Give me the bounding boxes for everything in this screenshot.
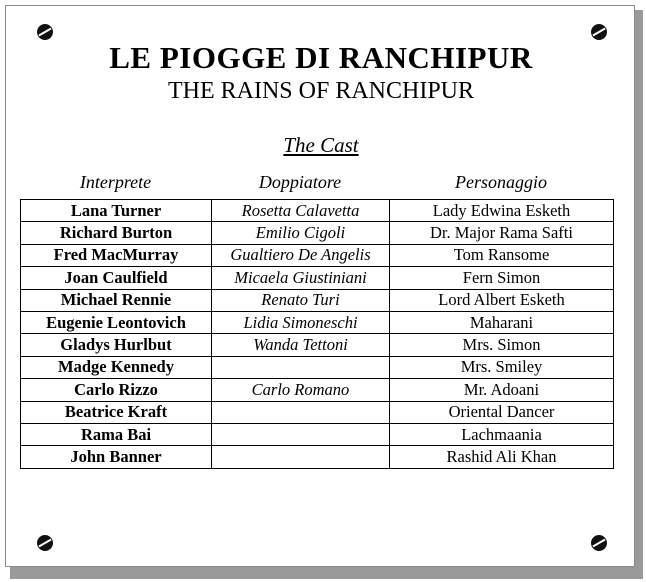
dubber-cell: Lidia Simoneschi — [212, 311, 390, 333]
dubber-cell: Carlo Romano — [212, 379, 390, 401]
character-cell: Mrs. Simon — [390, 334, 614, 356]
dubber-cell — [212, 423, 390, 445]
table-row — [21, 401, 614, 423]
character-cell: Mrs. Smiley — [390, 356, 614, 378]
character-cell: Lady Edwina Esketh — [390, 200, 614, 222]
dubber-cell — [212, 446, 390, 468]
character-cell: Dr. Major Rama Safti — [390, 222, 614, 244]
title-italian: LE PIOGGE DI RANCHIPUR — [109, 40, 533, 75]
screw-icon — [37, 24, 53, 40]
screw-icon — [37, 535, 53, 551]
column-header-actor: Interprete — [79, 172, 152, 192]
dubber-cell: Wanda Tettoni — [212, 334, 390, 356]
table-row — [21, 267, 614, 289]
cast-table — [20, 199, 614, 469]
dubber-cell: Micaela Giustiniani — [212, 267, 390, 289]
table-row — [21, 222, 614, 244]
screw-icon — [591, 24, 607, 40]
character-cell: Oriental Dancer — [390, 401, 614, 423]
table-row — [21, 334, 614, 356]
actor-cell: Joan Caulfield — [21, 267, 212, 289]
actor-cell: Beatrice Kraft — [21, 401, 212, 423]
character-cell: Rashid Ali Khan — [390, 446, 614, 468]
actor-cell: John Banner — [21, 446, 212, 468]
dubber-cell: Emilio Cigoli — [212, 222, 390, 244]
character-cell: Lord Albert Esketh — [390, 289, 614, 311]
cast-plaque — [5, 5, 635, 567]
character-cell: Lachmaania — [390, 423, 614, 445]
actor-cell: Fred MacMurray — [21, 244, 212, 266]
dubber-cell — [212, 401, 390, 423]
table-row — [21, 244, 614, 266]
actor-cell: Lana Turner — [21, 200, 212, 222]
dubber-cell: Gualtiero De Angelis — [212, 244, 390, 266]
table-row — [21, 446, 614, 468]
column-header-dubber: Doppiatore — [258, 172, 342, 192]
column-header-character: Personaggio — [455, 172, 547, 192]
actor-cell: Carlo Rizzo — [21, 379, 212, 401]
dubber-cell: Rosetta Calavetta — [212, 200, 390, 222]
character-cell: Fern Simon — [390, 267, 614, 289]
actor-cell: Eugenie Leontovich — [21, 311, 212, 333]
cast-heading: The Cast — [283, 133, 359, 157]
table-row — [21, 289, 614, 311]
table-row — [21, 311, 614, 333]
dubber-cell — [212, 356, 390, 378]
actor-cell: Madge Kennedy — [21, 356, 212, 378]
table-row — [21, 200, 614, 222]
dubber-cell: Renato Turi — [212, 289, 390, 311]
actor-cell: Richard Burton — [21, 222, 212, 244]
character-cell: Maharani — [390, 311, 614, 333]
actor-cell: Rama Bai — [21, 423, 212, 445]
table-row — [21, 379, 614, 401]
character-cell: Tom Ransome — [390, 244, 614, 266]
table-row — [21, 356, 614, 378]
actor-cell: Michael Rennie — [21, 289, 212, 311]
character-cell: Mr. Adoani — [390, 379, 614, 401]
screw-icon — [591, 535, 607, 551]
table-row — [21, 423, 614, 445]
title-english: THE RAINS OF RANCHIPUR — [167, 78, 475, 104]
actor-cell: Gladys Hurlbut — [21, 334, 212, 356]
